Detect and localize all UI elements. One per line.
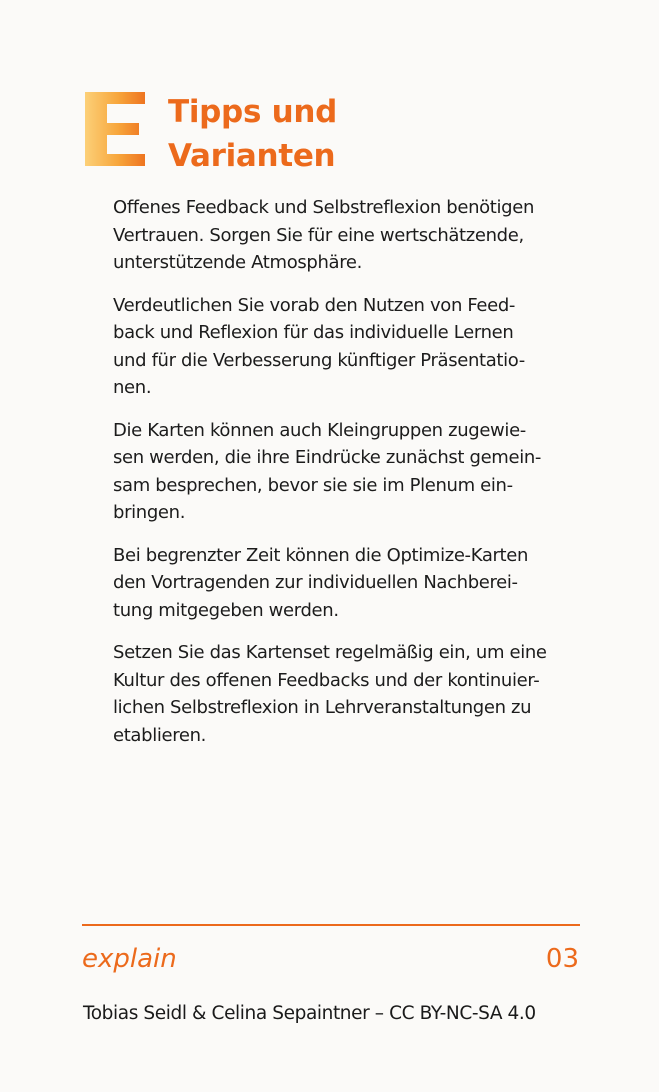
paragraph-benefits: Verdeutlichen Sie vorab den Nutzen von Feed- back und Reflexion für das individuelle Lernen und für die Verbesserung künftiger Präsentatio- nen. xyxy=(113,294,525,398)
credits-line: Tobias Seidl & Celina Sepaintner – CC BY-NC-SA 4.0 xyxy=(83,1003,536,1024)
paragraph-small-groups: Die Karten können auch Kleingruppen zugewie- sen werden, die ihre Eindrücke zunächst gemein- sam besprechen, bevor sie sie im Plenum ein- bringen. xyxy=(113,419,542,523)
paragraph-regular-use: Setzen Sie das Kartenset regelmäßig ein, um eine Kultur des offenen Feedbacks und der kontinuier- lichen Selbstreflexion in Lehrveranstaltungen zu etablieren. xyxy=(113,642,547,746)
paragraph-limited-time: Bei begrenzter Zeit können die Optimize-Karten den Vortragenden zur individuellen Nachberei- tung mitgegeben werden. xyxy=(113,544,529,621)
title-line-1: Tipps und xyxy=(168,94,338,130)
card-header xyxy=(85,92,337,178)
page-title xyxy=(168,90,337,178)
title-line-2: Varianten xyxy=(168,138,336,174)
footer-divider xyxy=(82,924,580,926)
page-number: 03 xyxy=(545,944,579,974)
tips-body xyxy=(113,194,591,764)
paragraph-trust: Offenes Feedback und Selbstreflexion benötigen Vertrauen. Sorgen Sie für eine wertschätzende, unterstützende Atmosphäre. xyxy=(113,197,535,273)
footer-brand: explain xyxy=(82,944,177,974)
letter-e-gradient-icon xyxy=(85,92,145,166)
